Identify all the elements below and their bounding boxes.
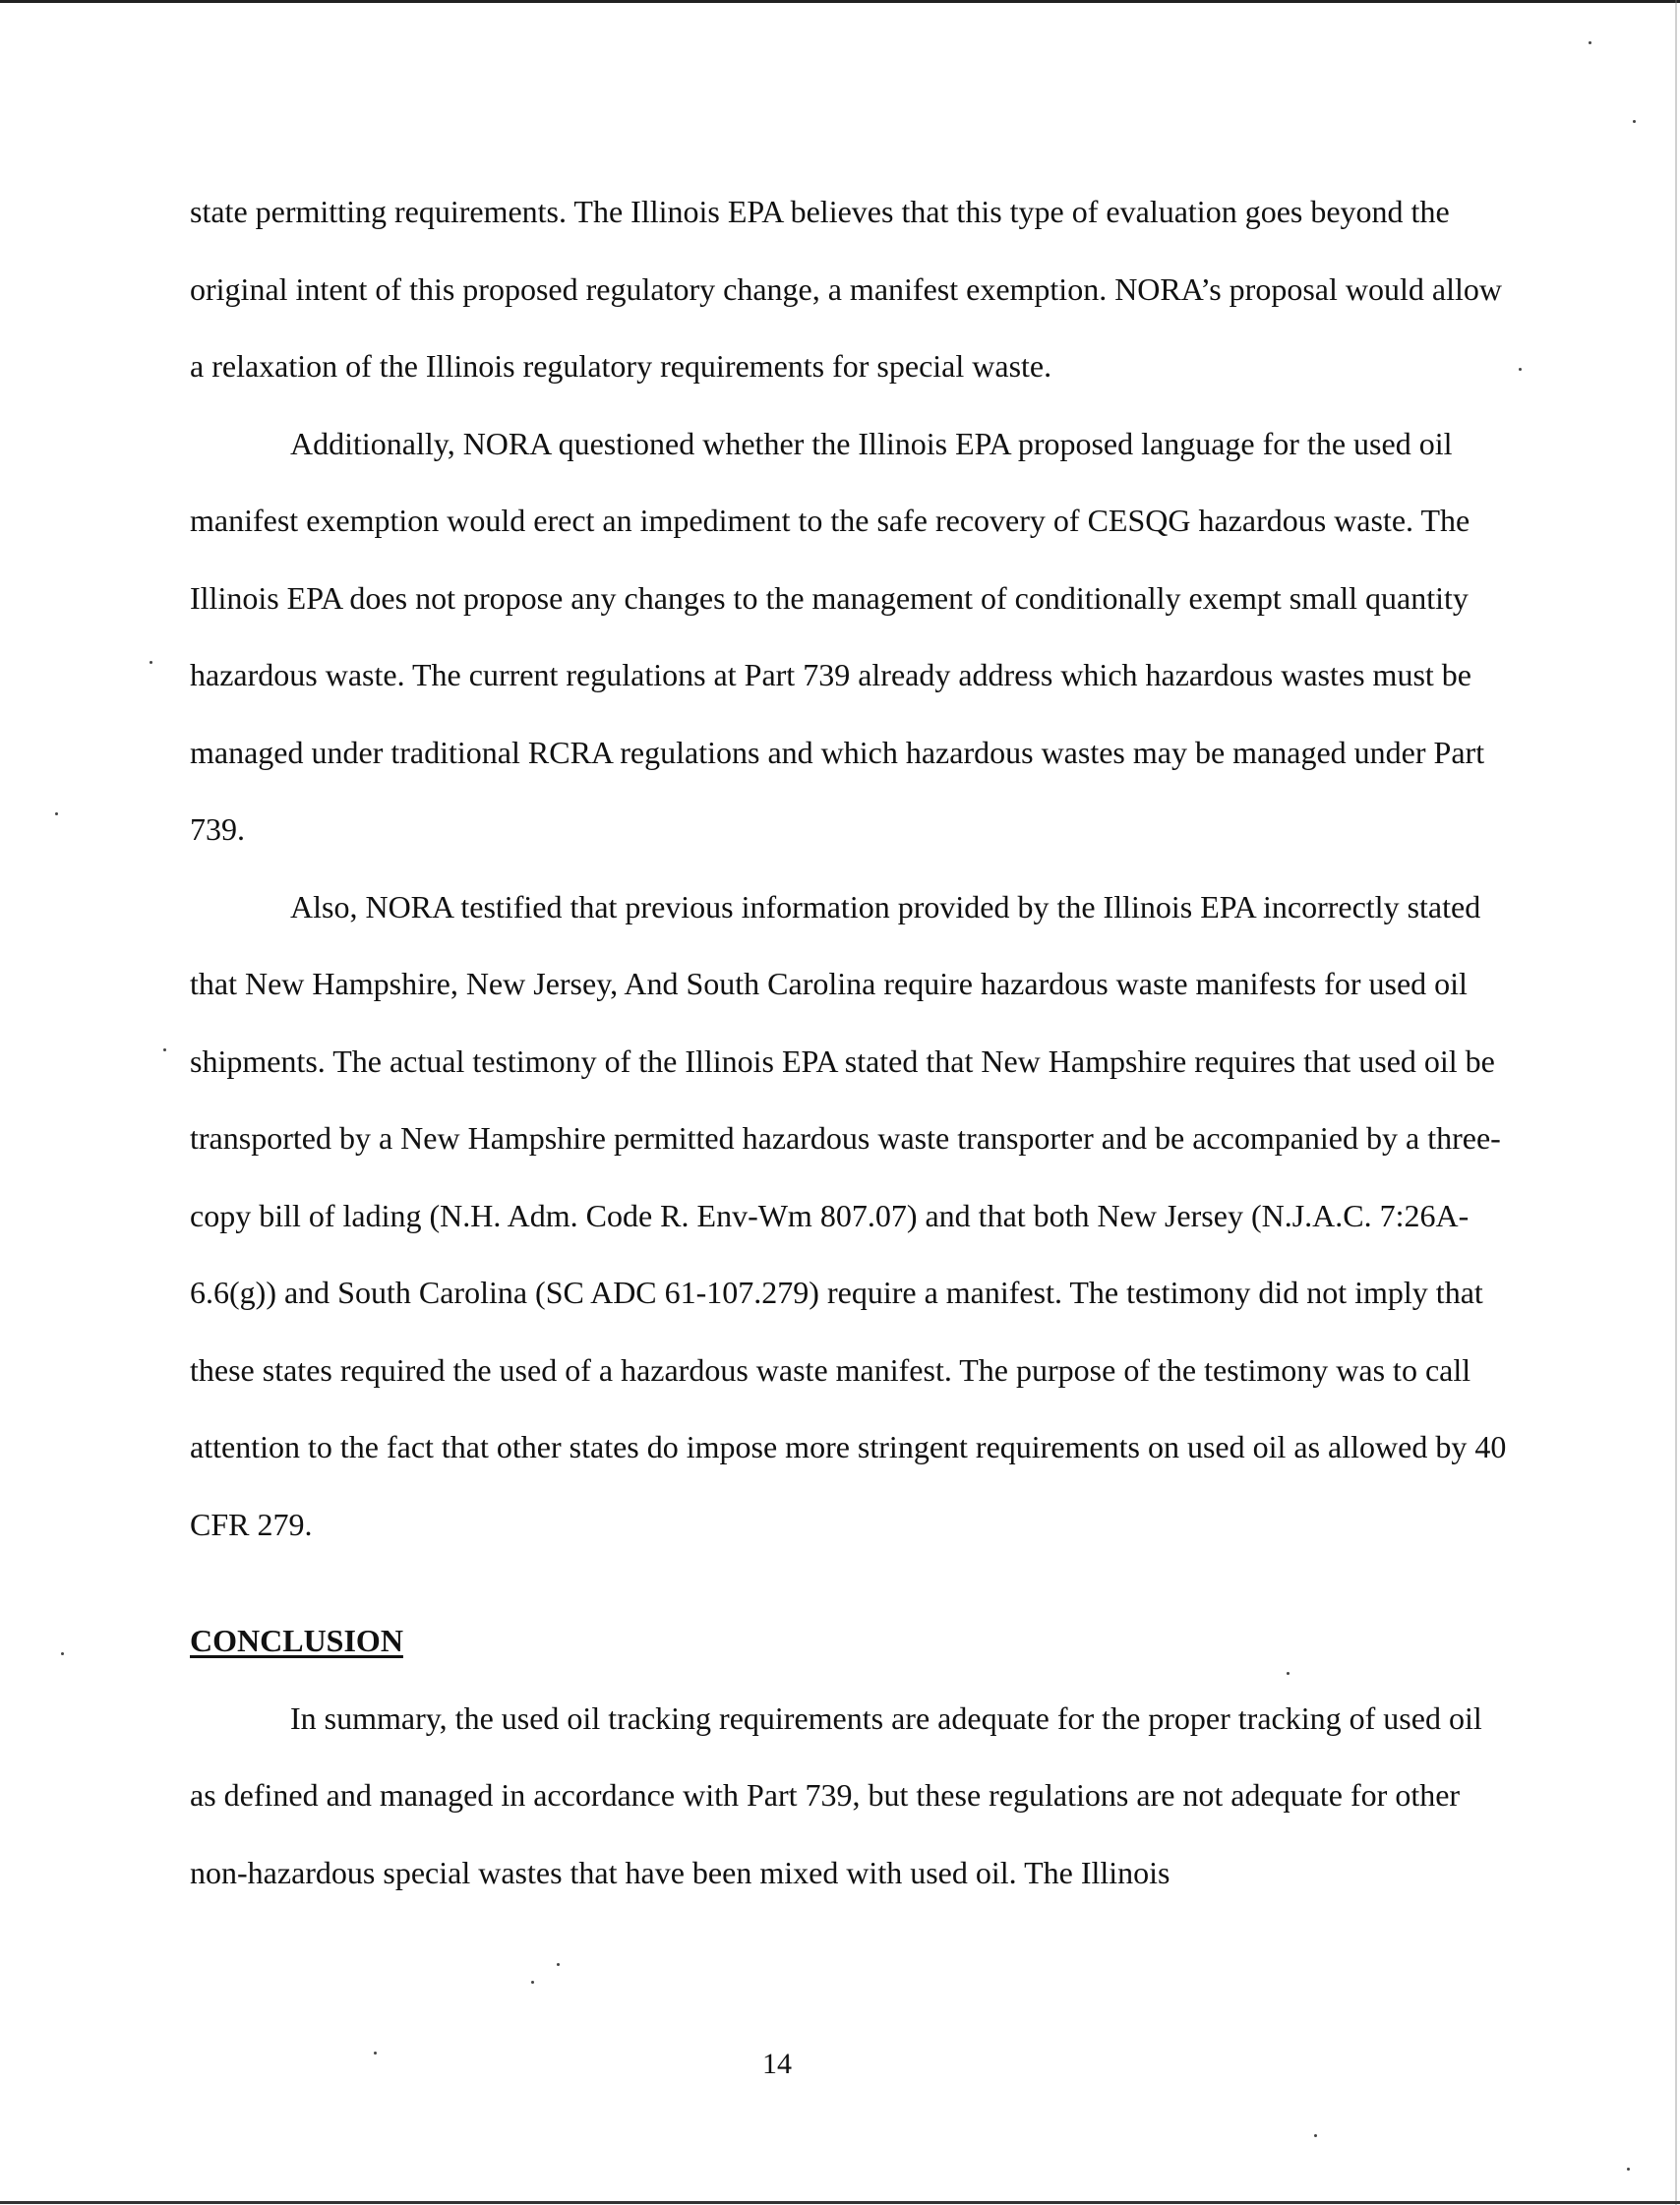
scan-speck — [55, 812, 58, 815]
scan-speck — [1627, 2168, 1630, 2171]
scan-speck — [1287, 1672, 1290, 1675]
paragraph-conclusion — [190, 1680, 1508, 1912]
scan-speck — [531, 1981, 534, 1984]
paragraph-text: Also, NORA testified that previous information provided by the Illinois EPA incorrectly stated that New Hampshire, New Jersey, And South Carolina require hazardous waste manifests for used oil shipments. The actual testimony of the Illinois EPA stated that New Hampshire requires that used oil be transported by a New Hampshire permitted hazardous waste transporter and be accompanied by a three-copy bill of lading (N.H. Adm. Code R. Env-Wm 807.07) and that both New Jersey (N.J.A.C. 7:26A-6.6(g)) and South Carolina (SC ADC 61-107.279) require a manifest. The testimony did not imply that these states required the used of a hazardous waste manifest. The purpose of the testimony was to call attention to the fact that other states do impose more stringent requirements on used oil as allowed by 40 CFR 279. — [190, 888, 1507, 1542]
scan-speck — [374, 2052, 377, 2055]
paragraph-text: state permitting requirements. The Illinois EPA believes that this type of evaluation goes beyond the original intent of this proposed regulatory change, a manifest exemption. NORA’s proposal would allow a relaxation of the Illinois regulatory requirements for special waste. — [190, 194, 1502, 384]
page-top-edge — [0, 0, 1680, 3]
scan-speck — [163, 1048, 166, 1051]
page-number: 14 — [762, 2048, 792, 2080]
paragraph-continuation — [190, 173, 1508, 405]
paragraph-text: In summary, the used oil tracking requirements are adequate for the proper tracking of used oil as defined and managed in accordance with Part 739, but these regulations are not adequate for other non-hazardous special wastes that have been mixed with used oil. The Illinois — [190, 1699, 1482, 1890]
scan-speck — [1633, 120, 1636, 123]
scan-speck — [61, 1652, 64, 1655]
page-right-edge — [1675, 0, 1677, 2205]
paragraph-text: Additionally, NORA questioned whether the Illinois EPA proposed language for the used oil manifest exemption would erect an impediment to the safe recovery of CESQG hazardous waste. The Illinois EPA does not propose any changes to the management of conditionally exempt small quantity hazardous waste. The current regulations at Part 739 already address which hazardous wastes must be managed under traditional RCRA regulations and which hazardous wastes may be managed under Part 739. — [190, 425, 1485, 847]
scan-speck — [150, 661, 152, 664]
document-body — [190, 173, 1508, 1911]
paragraph-cesqg — [190, 405, 1508, 868]
section-heading-conclusion: CONCLUSION — [190, 1623, 403, 1658]
paragraph-testimony — [190, 868, 1508, 1564]
page-bottom-edge — [0, 2201, 1680, 2204]
scan-speck — [1314, 2134, 1317, 2137]
scan-speck — [1519, 368, 1522, 371]
scan-speck — [557, 1963, 560, 1966]
scan-speck — [1589, 41, 1591, 44]
